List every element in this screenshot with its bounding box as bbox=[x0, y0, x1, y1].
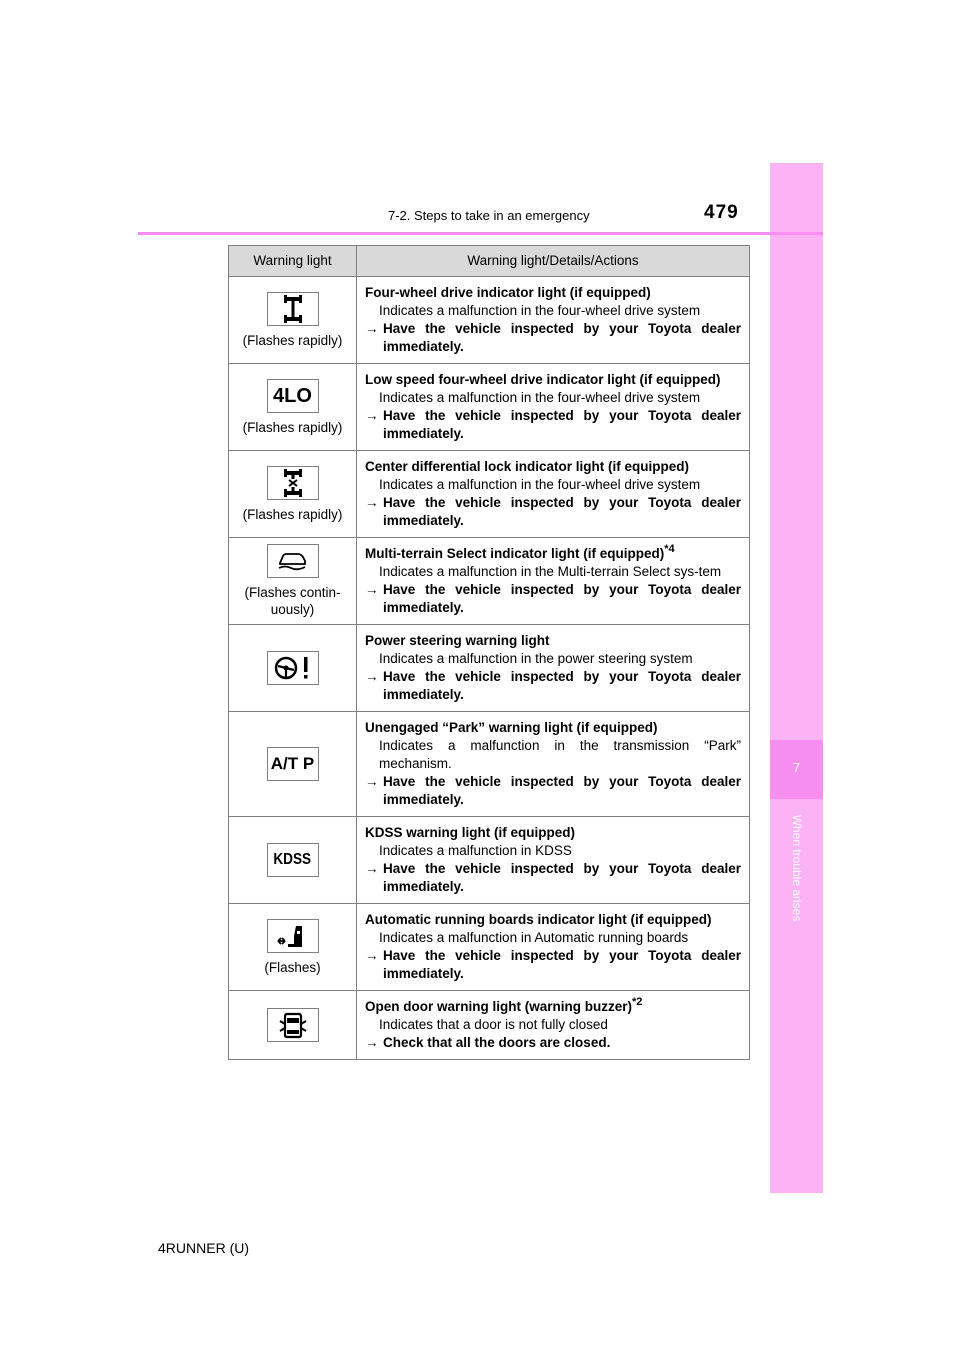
row-action: → Have the vehicle inspected by your Toyota dealer immediately. bbox=[365, 774, 741, 807]
4lo-icon: 4LO bbox=[267, 379, 319, 413]
row-title: Multi-terrain Select indicator light (if equipped)$^{*4}$ bbox=[365, 543, 675, 561]
table-row bbox=[229, 991, 750, 1060]
running-boards-icon bbox=[267, 919, 319, 953]
row-action: → Have the vehicle inspected by your Toyota dealer immediately. bbox=[365, 669, 741, 702]
arrow-icon: → bbox=[365, 495, 379, 510]
row-detail: Indicates a malfunction in the power steering system bbox=[379, 651, 693, 666]
column-header-details: Warning light/Details/Actions bbox=[357, 246, 750, 277]
table-row bbox=[229, 538, 750, 625]
row-detail: Indicates a malfunction in Automatic running boards bbox=[379, 930, 689, 945]
row-action: → Have the vehicle inspected by your Toyota dealer immediately. bbox=[365, 408, 741, 441]
column-header-warning-light: Warning light bbox=[229, 246, 357, 277]
row-action: → Have the vehicle inspected by your Toyota dealer immediately. bbox=[365, 582, 741, 615]
warning-light-cell bbox=[229, 991, 357, 1060]
page-number: 479 bbox=[704, 202, 739, 223]
row-title: Center differential lock indicator light (if equipped) bbox=[365, 459, 690, 474]
row-action: → Have the vehicle inspected by your Toyota dealer immediately. bbox=[365, 948, 741, 981]
details-cell bbox=[357, 817, 750, 904]
details-cell bbox=[357, 712, 750, 817]
table-row bbox=[229, 277, 750, 364]
details-cell bbox=[357, 904, 750, 991]
footer-model: 4RUNNER (U) bbox=[158, 1240, 249, 1256]
row-title: Unengaged “Park” warning light (if equipped) bbox=[365, 720, 658, 735]
arrow-icon: → bbox=[365, 669, 379, 684]
details-cell bbox=[357, 625, 750, 712]
warning-light-cell bbox=[229, 625, 357, 712]
power-steering-warning-icon bbox=[267, 651, 319, 685]
chapter-title: When trouble arises bbox=[790, 814, 804, 922]
row-title: Open door warning light (warning buzzer)$^{*2}$ bbox=[365, 996, 643, 1014]
chapter-number: 7 bbox=[792, 760, 801, 775]
details-cell bbox=[357, 538, 750, 625]
condition-label: (Flashes) bbox=[264, 959, 321, 975]
at-p-icon: A/T P bbox=[267, 747, 319, 781]
table-row bbox=[229, 451, 750, 538]
four-wheel-drive-icon bbox=[267, 292, 319, 326]
condition-label: (Flashes rapidly) bbox=[242, 419, 343, 435]
row-detail: Indicates that a door is not fully closed bbox=[379, 1017, 608, 1032]
details-cell bbox=[357, 451, 750, 538]
table-row bbox=[229, 625, 750, 712]
kdss-icon: KDSS bbox=[267, 843, 319, 877]
row-detail: Indicates a malfunction in KDSS bbox=[379, 843, 572, 858]
row-detail: Indicates a malfunction in the four-wheel drive system bbox=[379, 303, 701, 318]
row-action: → Have the vehicle inspected by your Toyota dealer immediately. bbox=[365, 495, 741, 528]
multi-terrain-select-icon bbox=[267, 544, 319, 578]
section-title: 7-2. Steps to take in an emergency bbox=[388, 208, 590, 223]
arrow-icon: → bbox=[365, 774, 379, 789]
row-action: → Have the vehicle inspected by your Toyota dealer immediately. bbox=[365, 861, 741, 894]
table-row bbox=[229, 904, 750, 991]
row-title: Low speed four-wheel drive indicator light (if equipped) bbox=[365, 372, 721, 387]
warning-light-cell bbox=[229, 277, 357, 364]
table-row bbox=[229, 817, 750, 904]
row-title: KDSS warning light (if equipped) bbox=[365, 825, 575, 840]
warning-light-cell bbox=[229, 451, 357, 538]
condition-label: (Flashes rapidly) bbox=[242, 506, 343, 522]
row-title: Power steering warning light bbox=[365, 633, 550, 648]
details-cell bbox=[357, 991, 750, 1060]
condition-label: (Flashes contin-uously) bbox=[244, 585, 341, 617]
open-door-icon bbox=[267, 1008, 319, 1042]
header-divider bbox=[138, 232, 823, 235]
arrow-icon: → bbox=[365, 948, 379, 963]
row-title: Automatic running boards indicator light (if equipped) bbox=[365, 912, 712, 927]
row-action: → Check that all the doors are closed. bbox=[365, 1035, 611, 1050]
row-title: Four-wheel drive indicator light (if equipped) bbox=[365, 285, 651, 300]
row-detail: Indicates a malfunction in the four-wheel drive system bbox=[379, 390, 701, 405]
details-cell bbox=[357, 277, 750, 364]
arrow-icon: → bbox=[365, 861, 379, 876]
row-detail: Indicates a malfunction in the Multi-terrain Select sys-tem bbox=[379, 564, 722, 579]
warning-light-cell bbox=[229, 538, 357, 625]
warning-light-cell bbox=[229, 364, 357, 451]
arrow-icon: → bbox=[365, 408, 379, 423]
table-row bbox=[229, 712, 750, 817]
table-header-row bbox=[229, 246, 750, 277]
arrow-icon: → bbox=[365, 321, 379, 336]
arrow-icon: → bbox=[365, 582, 379, 597]
warning-light-cell bbox=[229, 904, 357, 991]
warning-light-cell bbox=[229, 712, 357, 817]
arrow-icon: → bbox=[365, 1035, 379, 1050]
warning-light-cell bbox=[229, 817, 357, 904]
row-action: → Have the vehicle inspected by your Toyota dealer immediately. bbox=[365, 321, 741, 354]
warning-light-table bbox=[228, 245, 750, 1060]
details-cell bbox=[357, 364, 750, 451]
row-detail: Indicates a malfunction in the four-wheel drive system bbox=[379, 477, 701, 492]
condition-label: (Flashes rapidly) bbox=[242, 332, 343, 348]
table-row bbox=[229, 364, 750, 451]
chapter-sidebar bbox=[770, 163, 823, 1193]
center-differential-lock-icon bbox=[267, 466, 319, 500]
row-detail: Indicates a malfunction in the transmission “Park” mechanism. bbox=[379, 738, 741, 771]
